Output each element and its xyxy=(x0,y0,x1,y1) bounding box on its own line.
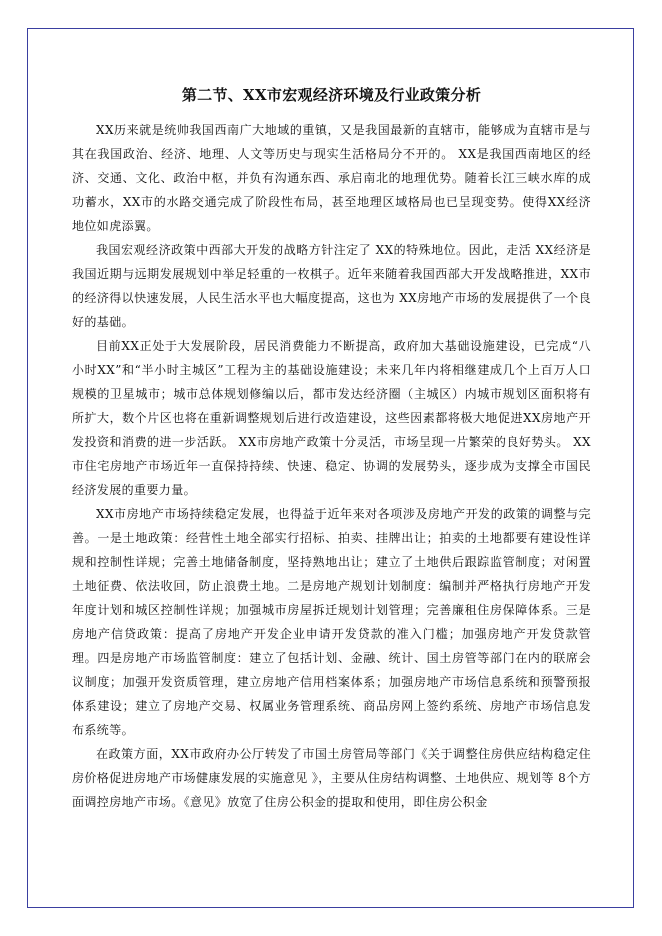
paragraph-1: XX历来就是统帅我国西南广大地域的重镇，又是我国最新的直辖市，能够成为直辖市是与其在我国政治、经济、地理、人文等历史与现实生活格局分不开的。 XX是我国西南地区的经济、交通、文化、政治中枢，并负有沟通东西、承启南北的地理优势。随着长江三峡水库的成功蓄水，XX市的水路交通完成了阶段性布局，甚至地理区域格局也已呈现变势。使得XX经济地位如虎添翼。 xyxy=(72,123,591,233)
paragraph-5: 在政策方面，XX市政府办公厅转发了市国土房管局等部门《关于调整住房供应结构稳定住房价格促进房地产市场健康发展的实施意见 》，主要从住房结构调整、土地供应、规划等 8个方面调控房地产市场。《意见》放宽了住房公积金的提取和使用，即住房公积金 xyxy=(72,747,591,809)
paragraph-4: XX市房地产市场持续稳定发展，也得益于近年来对各项涉及房地产开发的政策的调整与完善。一是土地政策：经营性土地全部实行招标、拍卖、挂牌出让；拍卖的土地都要有建设性详规和控制性详规；完善土地储备制度，坚持熟地出让；建立了土地供后跟踪监管制度；对闲置土地征费、依法收回，防止浪费土地。二是房地产规划计划制度：编制并严格执行房地产开发年度计划和城区控制性详规；加强城市房屋拆迁规划计划管理；完善廉租住房保障体系。三是房地产信贷政策：提高了房地产开发企业申请开发贷款的准入门槛；加强房地产开发贷款管理。四是房地产市场监管制度：建立了包括计划、金融、统计、国土房管等部门在内的联席会议制度；加强开发资质管理，建立房地产信用档案体系；加强房地产市场信息系统和预警预报体系建设；建立了房地产交易、权属业务管理系统、商品房网上签约系统、房地产市场信息发布系统等。 xyxy=(72,507,591,737)
section-title: 第二节、XX市宏观经济环境及行业政策分析 xyxy=(181,86,482,104)
paragraph-2: 我国宏观经济政策中西部大开发的战略方针注定了 XX的特殊地位。因此，走活 XX经济是我国近期与远期发展规划中举足轻重的一枚棋子。近年来随着我国西部大开发战略推进，XX市的经济得以快速发展，人民生活水平也大幅度提高，这也为 XX房地产市场的发展提供了一个良好的基础。 xyxy=(72,243,591,329)
document-body xyxy=(72,84,591,814)
paragraph-3: 目前XX正处于大发展阶段，居民消费能力不断提高，政府加大基础设施建设，已完成“八小时XX”和“半小时主城区”工程为主的基础设施建设；未来几年内将相继建成几个上百万人口规模的卫星城市；城市总体规划修编以后，都市发达经济圈（主城区）内城市规划区面积将有所扩大，数个片区也将在重新调整规划后进行改造建设，这些因素都将极大地促进XX房地产开发投资和消费的进一步活跃。 XX市房地产政策十分灵活，市场呈现一片繁荣的良好势头。 XX市住宅房地产市场近年一直保持持续、快速、稳定、协调的发展势头，逐步成为支撑全市国民经济发展的重要力量。 xyxy=(72,339,591,497)
